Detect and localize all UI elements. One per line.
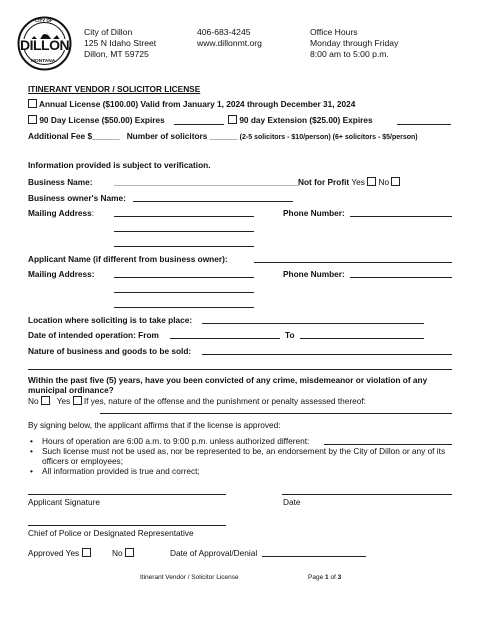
approved-no-row bbox=[112, 548, 134, 558]
owner-name-label: Business owner's Name: bbox=[28, 193, 126, 203]
applicant-address-line-1[interactable] bbox=[114, 277, 254, 278]
affirmation-intro: By signing below, the applicant affirms that if the license is approved: bbox=[28, 420, 281, 430]
annual-license-checkbox[interactable] bbox=[28, 99, 37, 108]
location-field[interactable] bbox=[202, 323, 424, 324]
approved-no-checkbox[interactable] bbox=[125, 548, 134, 557]
affirmation-list bbox=[28, 436, 452, 476]
logo-bottom-text: MONTANA bbox=[31, 59, 56, 64]
nature-label: Nature of business and goods to be sold: bbox=[28, 346, 192, 356]
contact-block bbox=[197, 27, 262, 49]
applicant-signature-label: Applicant Signature bbox=[28, 497, 100, 507]
applicant-address-line-2[interactable] bbox=[114, 292, 254, 293]
conviction-no-label: No bbox=[28, 396, 39, 406]
conviction-question: Within the past five (5) years, have you been convicted of any crime, misdemeanor or violation of any municipal ordinance? bbox=[28, 375, 428, 395]
office-times: 8:00 am to 5:00 p.m. bbox=[310, 49, 389, 59]
not-for-profit-row bbox=[298, 177, 400, 187]
nature-field-line-2[interactable] bbox=[28, 369, 452, 370]
applicant-phone-label: Phone Number: bbox=[283, 269, 345, 279]
chief-signature-label: Chief of Police or Designated Representative bbox=[28, 528, 194, 538]
approval-row bbox=[28, 548, 91, 558]
annual-license-row bbox=[28, 99, 355, 109]
logo-name: DILLON bbox=[20, 37, 70, 53]
affirmation-item: • Such license must not be used as, nor be represented to be, an endorsement by the City of Dillon or any of its officers or employees; bbox=[28, 446, 452, 466]
footer-form-name: Itinerant Vendor / Solicitor License bbox=[140, 574, 239, 581]
chief-signature-field[interactable] bbox=[28, 525, 226, 526]
applicant-phone-field[interactable] bbox=[350, 277, 452, 278]
not-for-profit-yes-checkbox[interactable] bbox=[367, 177, 376, 186]
page-of: of bbox=[330, 574, 336, 581]
affirmation-item: • All information provided is true and correct; bbox=[28, 466, 452, 476]
mailing-address-line-2[interactable] bbox=[114, 231, 254, 232]
owner-name-field[interactable] bbox=[133, 201, 293, 202]
website-link[interactable]: www.dillonmt.org bbox=[197, 38, 262, 48]
office-days: Monday through Friday bbox=[310, 38, 399, 48]
approved-yes-checkbox[interactable] bbox=[82, 548, 91, 557]
not-for-profit-yes-label: Yes bbox=[351, 177, 365, 187]
solicitor-rates: (2-5 solicitors - $10/person) (6+ solicitors - $5/person) bbox=[239, 134, 418, 141]
not-for-profit-no-label: No bbox=[378, 177, 390, 187]
mailing-address-colon: : bbox=[91, 208, 95, 218]
date-to-field[interactable] bbox=[300, 338, 424, 339]
date-of-approval-field[interactable] bbox=[262, 556, 366, 557]
ninety-day-ext-label: 90 day Extension ($25.00) Expires bbox=[239, 115, 373, 125]
ninety-day-row bbox=[28, 115, 165, 125]
applicant-name-field[interactable] bbox=[254, 262, 452, 263]
nature-field-line-1[interactable] bbox=[202, 354, 452, 355]
conviction-no-checkbox[interactable] bbox=[41, 396, 50, 405]
signature-date-label: Date bbox=[283, 497, 301, 507]
affirmation-item: • Hours of operation are 6:00 a.m. to 9:00 p.m. unless authorized different: bbox=[28, 436, 452, 446]
ninety-day-ext-checkbox[interactable] bbox=[228, 115, 237, 124]
num-solicitors-label: Number of solicitors ______ bbox=[126, 131, 238, 141]
verification-note: Information provided is subject to verification. bbox=[28, 160, 211, 170]
footer-page-number bbox=[308, 574, 341, 581]
conviction-answer-row bbox=[28, 396, 366, 406]
office-hours-title: Office Hours bbox=[310, 27, 358, 37]
phone-number-field[interactable] bbox=[350, 216, 452, 217]
ninety-day-ext-row bbox=[228, 115, 373, 125]
hours-authorization-field[interactable] bbox=[324, 444, 452, 445]
city-state-zip: Dillon, MT 59725 bbox=[84, 49, 149, 59]
ninety-day-label: 90 Day License ($50.00) Expires bbox=[39, 115, 165, 125]
location-label: Location where soliciting is to take place: bbox=[28, 315, 193, 325]
applicant-signature-field[interactable] bbox=[28, 494, 226, 495]
applicant-address-line-3[interactable] bbox=[114, 307, 254, 308]
not-for-profit-no-checkbox[interactable] bbox=[391, 177, 400, 186]
conviction-if-yes-label: If yes, nature of the offense and the punishment or penalty assessed thereof: bbox=[83, 396, 366, 406]
date-operation-label: Date of intended operation: From bbox=[28, 330, 159, 340]
mailing-address-row bbox=[28, 208, 94, 218]
approved-no-label: No bbox=[112, 548, 123, 558]
phone: 406-683-4245 bbox=[197, 27, 251, 37]
additional-fee-row bbox=[28, 131, 418, 141]
ninety-day-checkbox[interactable] bbox=[28, 115, 37, 124]
mailing-address-label: Mailing Address bbox=[28, 208, 92, 218]
additional-fee-label: Additional Fee $______ bbox=[28, 131, 120, 141]
page-total: 3 bbox=[337, 574, 342, 581]
phone-number-label: Phone Number: bbox=[283, 208, 345, 218]
date-of-approval-label: Date of Approval/Denial bbox=[170, 548, 258, 558]
page-prefix: Page bbox=[308, 574, 324, 581]
city-name: City of Dillon bbox=[84, 27, 133, 37]
conviction-yes-checkbox[interactable] bbox=[73, 396, 82, 405]
signature-date-field[interactable] bbox=[282, 494, 452, 495]
office-hours-block bbox=[310, 27, 398, 60]
ninety-day-expires-field[interactable] bbox=[174, 124, 224, 125]
date-from-field[interactable] bbox=[170, 338, 280, 339]
conviction-yes-label: Yes bbox=[56, 396, 71, 406]
business-name-field[interactable]: ________________________________________ bbox=[114, 177, 299, 187]
business-name-label: Business Name: bbox=[28, 177, 93, 187]
approved-yes-label: Approved Yes bbox=[28, 548, 80, 558]
address-block bbox=[84, 27, 156, 60]
page-current: 1 bbox=[325, 574, 329, 581]
street-address: 125 N Idaho Street bbox=[84, 38, 157, 48]
date-to-label: To bbox=[285, 330, 295, 340]
not-for-profit-label: Not for Profit bbox=[298, 177, 350, 187]
mailing-address-line-3[interactable] bbox=[114, 246, 254, 247]
applicant-name-label: Applicant Name (if different from business owner): bbox=[28, 254, 228, 264]
conviction-details-field[interactable] bbox=[100, 413, 452, 414]
city-logo bbox=[17, 16, 72, 71]
mailing-address-line-1[interactable] bbox=[114, 216, 254, 217]
annual-license-label: Annual License ($100.00) Valid from January 1, 2024 through December 31, 2024 bbox=[39, 99, 356, 109]
ninety-day-ext-expires-field[interactable] bbox=[397, 124, 451, 125]
logo-top-text: CITY OF bbox=[35, 18, 53, 23]
form-title: ITINERANT VENDOR / SOLICITOR LICENSE bbox=[28, 84, 201, 94]
applicant-mailing-address-label: Mailing Address: bbox=[28, 269, 95, 279]
